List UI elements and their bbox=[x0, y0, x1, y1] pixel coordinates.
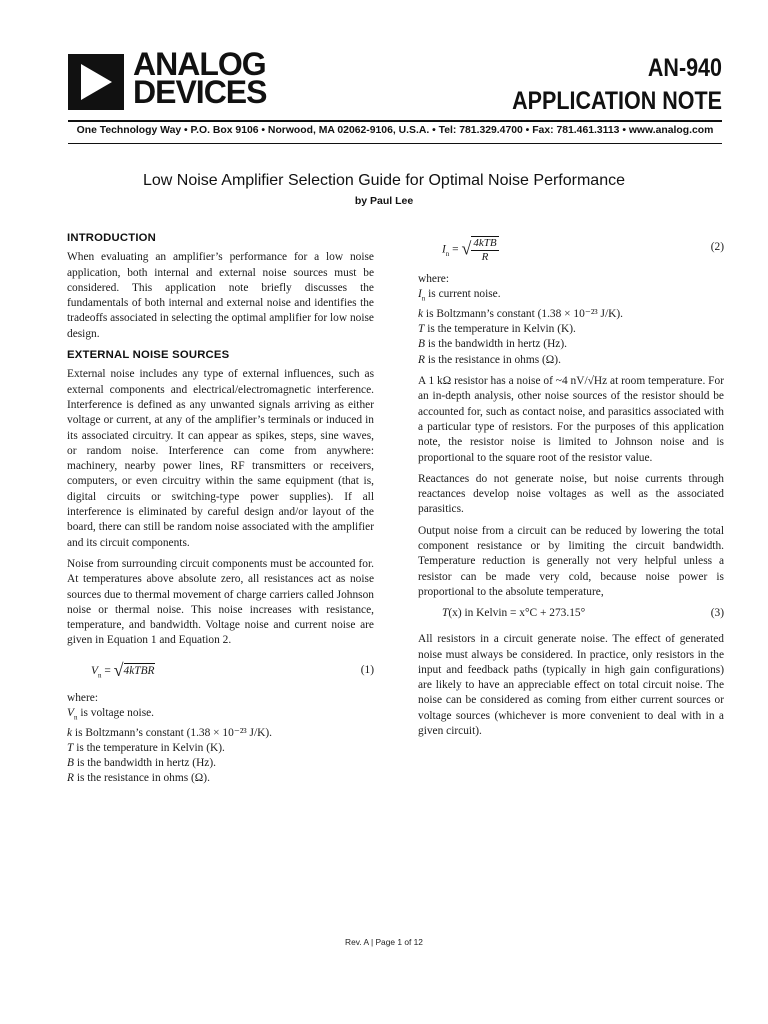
definition-text: is the resistance in ohms (Ω). bbox=[73, 772, 210, 785]
definition-text: is the resistance in ohms (Ω). bbox=[424, 353, 561, 366]
document-id bbox=[512, 52, 722, 118]
eq3-expression: (x) in Kelvin = x°C + 273.15° bbox=[448, 607, 586, 620]
definition-symbol: R bbox=[418, 353, 425, 366]
eq2-variable: I bbox=[442, 243, 446, 256]
definition-text: is the temperature in Kelvin (K). bbox=[424, 323, 576, 336]
definition-text: is the bandwidth in hertz (Hz). bbox=[73, 757, 216, 770]
definition-item bbox=[67, 771, 374, 786]
right-definitions-list bbox=[418, 287, 724, 368]
company-address: One Technology Way • P.O. Box 9106 • Norwood, MA 02062-9106, U.S.A. • Tel: 781.329.4700 • Fax: 781.461.3113 • www.analog.com bbox=[76, 125, 714, 136]
definition-text: is Boltzmann’s constant (1.38 × 10⁻²³ J/K). bbox=[72, 726, 272, 739]
equation-2 bbox=[418, 232, 724, 268]
definition-text: is the bandwidth in hertz (Hz). bbox=[424, 338, 567, 351]
paragraph-reactances: Reactances do not generate noise, but noise currents through reactances develop noise voltages as well as the associated parasitics. bbox=[418, 472, 724, 516]
where-label: where: bbox=[67, 691, 98, 704]
left-definitions-list bbox=[67, 706, 374, 787]
definition-subscript: n bbox=[73, 713, 78, 722]
definition-text: is voltage noise. bbox=[77, 707, 155, 720]
eq1-number: (1) bbox=[360, 663, 374, 676]
definition-item bbox=[67, 741, 374, 756]
eq1-subscript: n bbox=[97, 671, 102, 679]
document-author: by Paul Lee bbox=[354, 195, 414, 207]
definition-item bbox=[67, 756, 374, 771]
definition-text: is current noise. bbox=[425, 288, 501, 301]
paragraph-resistor-noise: A 1 kΩ resistor has a noise of ~4 nV/√Hz at room temperature. For an in-depth analysis, other noise sources of the resistor should be accounted for, such as contact noise, and parasitics associated with a particular type of resistors. For the purposes of this application note, the resistor noise is limited to Johnson noise and is proportional to the square root of the resistor value. bbox=[418, 375, 724, 464]
heading-external-noise-sources: EXTERNAL NOISE SOURCES bbox=[67, 349, 230, 362]
paragraph-external-noise-2: Noise from surrounding circuit components must be accounted for. At temperatures above absolute zero, all resistances act as noise sources due to thermal movement of charge carriers called Johnson noise or thermal noise. This noise increases with resistance, temperature, and bandwidth. Voltage noise and current noise are given in Equation 1 and Equation 2. bbox=[67, 557, 374, 647]
header-rule-top bbox=[68, 120, 722, 122]
equation-3 bbox=[418, 602, 724, 628]
definition-item bbox=[418, 353, 724, 368]
paragraph-output-noise: Output noise from a circuit can be reduced by lowering the total component resistance or by limiting the circuit bandwidth. Temperature reduction is generally not very helpful unless a resistor can be made very cold, because noise power is proportional to the absolute temperature, bbox=[418, 524, 724, 598]
square-root-icon: √ bbox=[113, 659, 124, 680]
definition-item bbox=[67, 706, 374, 726]
heading-introduction: INTRODUCTION bbox=[67, 232, 157, 244]
eq1-variable: V bbox=[91, 664, 98, 677]
definition-subscript: n bbox=[421, 294, 426, 303]
equation-1 bbox=[67, 655, 374, 687]
eq2-fraction bbox=[471, 236, 498, 264]
definition-symbol: k bbox=[418, 307, 424, 320]
eq1-equals: = bbox=[104, 664, 111, 677]
paragraph-external-noise-1: External noise includes any type of external influences, such as external components and electrical/electromagnetic interference. Interference is defined as any unwanted signals arriving as either voltage or current, at any of the amplifier’s terminals or induced in its associated circuitry. It can appear as spikes, steps, sine waves, or random noise. Interference can come from anywhere: machinery, nearby power lines, RF transmitters or receivers, computers, or even circuitry within the same equipment (that is, digital circuits or switching-type power supplies). If all interference is eliminated by careful design and/or layout of the board, there can still be random noise associated with the amplifier and its circuit components. bbox=[67, 368, 374, 549]
definition-symbol: I bbox=[418, 288, 422, 301]
logo-line-1: ANALOG bbox=[133, 46, 266, 82]
definition-item bbox=[418, 322, 724, 337]
eq3-variable: T bbox=[442, 607, 449, 620]
eq2-denominator: R bbox=[481, 251, 489, 263]
eq2-equals: = bbox=[452, 243, 459, 256]
definition-item bbox=[418, 307, 724, 322]
definition-text: is Boltzmann’s constant (1.38 × 10⁻²³ J/K). bbox=[423, 307, 623, 320]
definition-item bbox=[67, 726, 374, 741]
definition-symbol: B bbox=[67, 757, 74, 770]
definition-symbol: V bbox=[67, 707, 74, 720]
paragraph-all-resistors: All resistors in a circuit generate noise. The effect of generated noise must always be considered. In practice, only resistors in the input and feedback paths (typically in high gain configurations) are likely to have an appreciable effect on total circuit noise. The noise can be considered as coming from either current sources or voltage sources (whichever is more convenient to deal with in a given circuit). bbox=[418, 633, 724, 737]
document-title: Low Noise Amplifier Selection Guide for Optimal Noise Performance bbox=[143, 172, 625, 189]
where-label: where: bbox=[418, 273, 449, 285]
right-column bbox=[418, 232, 724, 745]
document-type: APPLICATION NOTE bbox=[512, 87, 722, 115]
analog-devices-logo-icon bbox=[68, 54, 124, 110]
definition-symbol: k bbox=[67, 726, 73, 739]
left-column bbox=[67, 231, 374, 787]
definition-symbol: T bbox=[67, 741, 74, 754]
an-number: AN-940 bbox=[647, 54, 722, 82]
eq2-number: (2) bbox=[710, 241, 724, 253]
page-footer: Rev. A | Page 1 of 12 bbox=[345, 937, 423, 947]
company-wordmark bbox=[133, 46, 267, 110]
definition-symbol: B bbox=[418, 338, 425, 351]
definition-text: is the temperature in Kelvin (K). bbox=[73, 741, 225, 754]
definition-item bbox=[418, 337, 724, 352]
paragraph-introduction: When evaluating an amplifier’s performance for a low noise application, both internal and external noise sources must be considered. This application note briefly discusses the fundamentals of both internal and external noise and identifies the tradeoffs associated in selecting the optimal amplifier for low noise design. bbox=[67, 251, 374, 340]
eq2-numerator: 4kTB bbox=[473, 237, 497, 249]
header-rule-bottom bbox=[68, 143, 722, 144]
eq3-number: (3) bbox=[710, 607, 724, 620]
definition-symbol: R bbox=[67, 772, 74, 785]
square-root-icon: √ bbox=[461, 238, 472, 259]
logo-line-2: DEVICES bbox=[133, 74, 267, 110]
definition-item bbox=[418, 287, 724, 307]
eq2-subscript: n bbox=[445, 249, 450, 258]
definition-symbol: T bbox=[418, 323, 425, 336]
eq1-radicand: 4kTBR bbox=[123, 664, 155, 677]
